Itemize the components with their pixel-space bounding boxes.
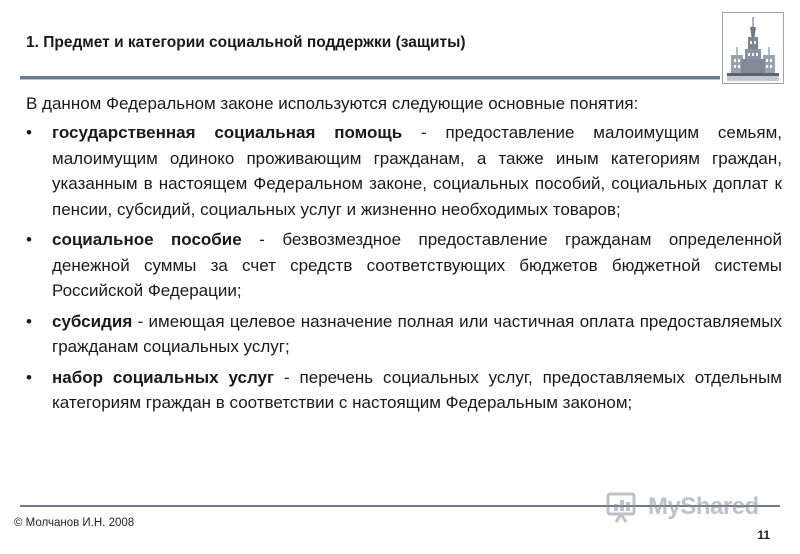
definition-item [26,120,782,222]
definition-term: социальное пособие [52,230,242,249]
bullet-marker: • [26,311,32,331]
definition-text: - безвозмездное предоставление гражданам определенной денежной суммы за счет средств соответствующих бюджетов бюджетной системы Российской Федерации; [52,230,782,300]
watermark-text: MyShared [648,493,759,520]
university-building-icon [722,12,784,84]
copyright-text: © Молчанов И.Н. 2008 [14,517,135,529]
intro-text: В данном Федеральном законе используются следующие основные понятия: [26,94,639,113]
definition-text: - перечень социальных услуг, предоставляемых отдельным категориям граждан в соответствии с настоящим Федеральным законом; [52,367,782,412]
myshared-logo-icon [606,490,642,524]
definition-item [26,309,782,360]
definition-item [26,227,782,304]
bullet-marker: • [26,230,32,249]
definitions-list [26,120,782,421]
definition-term: набор социальных услуг [52,367,275,387]
definition-item [26,365,782,416]
slide-title: 1. Предмет и категории социальной поддержки (защиты) [26,34,466,51]
bullet-marker: • [26,367,32,387]
definition-term: субсидия [52,311,133,331]
definition-term: государственная социальная помощь [52,123,403,142]
title-divider-shadow [20,79,720,80]
bullet-marker: • [26,123,32,142]
page-number: 11 [757,528,770,542]
definition-text: - предоставление малоимущим семьям, малоимущим одиноко проживающим гражданам, а также иным категориям граждан, указанным в настоящем Федеральном законе, социальных пособий, социальных доплат к пенсии, субсидий, социальных услуг и жизненно необходимых товаров; [52,123,782,219]
definition-text: - имеющая целевое назначение полная или частичная оплата предоставляемых гражданам социальных услуг; [52,311,782,356]
myshared-watermark [606,488,776,526]
